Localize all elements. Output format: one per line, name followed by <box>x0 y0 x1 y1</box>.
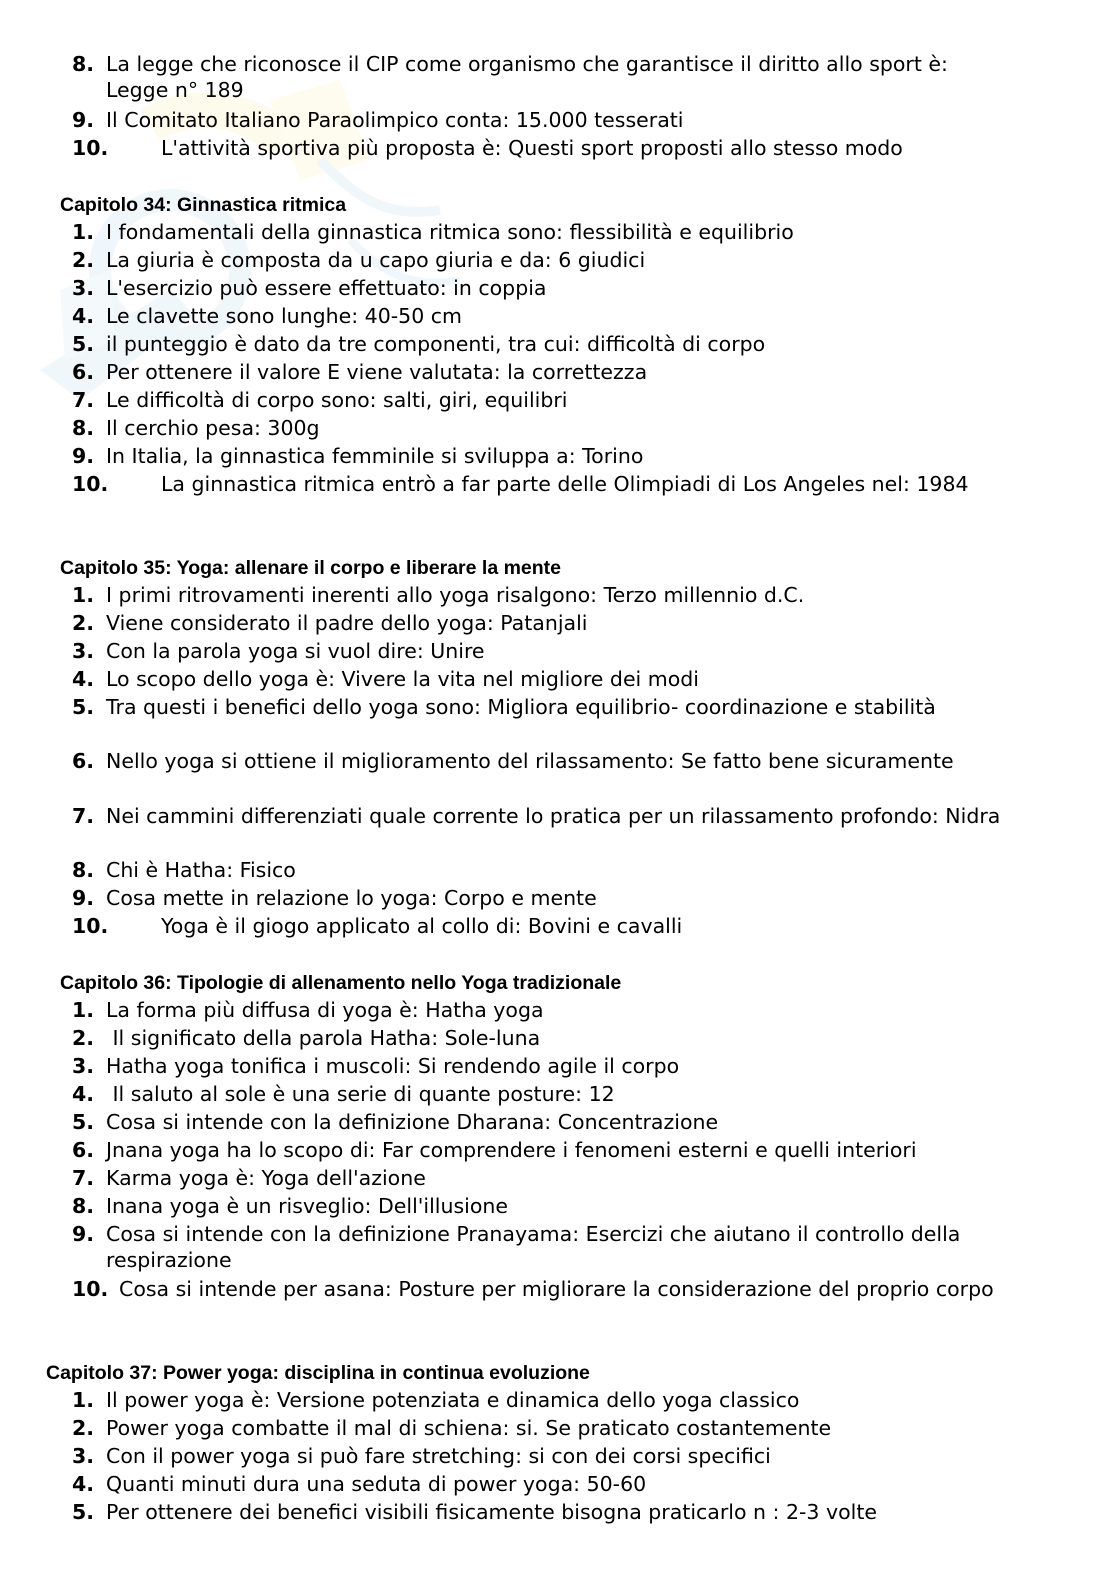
item-number: 3. <box>72 639 95 663</box>
item-number: 6. <box>72 749 95 773</box>
item-number: 10. <box>72 914 109 938</box>
chapter-heading: Capitolo 34: Ginnastica ritmica <box>60 194 347 216</box>
item-number: 4. <box>72 1082 95 1106</box>
chapter-heading: Capitolo 36: Tipologie di allenamento nello Yoga tradizionale <box>60 972 622 994</box>
item-text: Cosa mette in relazione lo yoga: Corpo e mente <box>106 886 597 910</box>
item-number: 2. <box>72 1416 95 1440</box>
item-number: 3. <box>72 1444 95 1468</box>
item-number: 8. <box>72 52 95 76</box>
item-text: Per ottenere il valore E viene valutata: la correttezza <box>106 360 648 384</box>
item-text: Hatha yoga tonifica i muscoli: Si rendendo agile il corpo <box>106 1054 680 1078</box>
item-text: Cosa si intende con la definizione Pranayama: Esercizi che aiutano il controllo della respirazione <box>106 1222 961 1272</box>
item-number: 1. <box>72 220 95 244</box>
item-text: Il saluto al sole è una serie di quante posture: 12 <box>106 1082 615 1106</box>
item-text: Nei cammini differenziati quale corrente lo pratica per un rilassamento profondo: Nidra <box>106 804 1001 828</box>
item-text: Cosa si intende con la definizione Dharana: Concentrazione <box>106 1110 719 1134</box>
item-text: Lo scopo dello yoga è: Vivere la vita nel migliore dei modi <box>106 667 699 691</box>
item-text: La ginnastica ritmica entrò a far parte delle Olimpiadi di Los Angeles nel: 1984 <box>161 472 969 496</box>
item-number: 7. <box>72 804 95 828</box>
item-number: 7. <box>72 388 95 412</box>
item-number: 8. <box>72 1194 95 1218</box>
item-number: 4. <box>72 304 95 328</box>
item-number: 3. <box>72 276 95 300</box>
item-number: 6. <box>72 1138 95 1162</box>
item-text: Per ottenere dei benefici visibili fisicamente bisogna praticarlo n : 2-3 volte <box>106 1500 877 1524</box>
item-text: Il significato della parola Hatha: Sole-luna <box>106 1026 541 1050</box>
item-text: Con la parola yoga si vuol dire: Unire <box>106 639 485 663</box>
item-text: La forma più diffusa di yoga è: Hatha yoga <box>106 998 544 1022</box>
item-text: Il Comitato Italiano Paraolimpico conta: 15.000 tesserati <box>106 108 684 132</box>
item-text: Nello yoga si ottiene il miglioramento del rilassamento: Se fatto bene sicuramente <box>106 749 954 773</box>
item-text: il punteggio è dato da tre componenti, tra cui: difficoltà di corpo <box>106 332 766 356</box>
item-text: Yoga è il giogo applicato al collo di: Bovini e cavalli <box>161 914 683 938</box>
item-number: 2. <box>72 1026 95 1050</box>
item-number: 1. <box>72 998 95 1022</box>
item-number: 2. <box>72 611 95 635</box>
item-number: 5. <box>72 695 95 719</box>
item-text: I fondamentali della ginnastica ritmica sono: flessibilità e equilibrio <box>106 220 794 244</box>
item-number: 7. <box>72 1166 95 1190</box>
item-text: Le clavette sono lunghe: 40-50 cm <box>106 304 462 328</box>
item-text: I primi ritrovamenti inerenti allo yoga risalgono: Terzo millennio d.C. <box>106 583 805 607</box>
item-text: L'esercizio può essere effettuato: in coppia <box>106 276 547 300</box>
item-text: Le difficoltà di corpo sono: salti, giri, equilibri <box>106 388 568 412</box>
item-text: In Italia, la ginnastica femminile si sviluppa a: Torino <box>106 444 644 468</box>
item-number: 5. <box>72 1500 95 1524</box>
item-number: 9. <box>72 108 95 132</box>
chapter-heading: Capitolo 37: Power yoga: disciplina in continua evoluzione <box>46 1362 590 1384</box>
item-number: 4. <box>72 667 95 691</box>
item-number: 10. <box>72 472 109 496</box>
item-number: 2. <box>72 248 95 272</box>
item-number: 6. <box>72 360 95 384</box>
item-text: Cosa si intende per asana: Posture per migliorare la considerazione del proprio corpo <box>119 1277 994 1301</box>
item-text: Inana yoga è un risveglio: Dell'illusione <box>106 1194 509 1218</box>
item-text: Quanti minuti dura una seduta di power yoga: 50-60 <box>106 1472 647 1496</box>
item-text: Il cerchio pesa: 300g <box>106 416 320 440</box>
item-number: 9. <box>72 886 95 910</box>
item-number: 9. <box>72 444 95 468</box>
item-text: Con il power yoga si può fare stretching: si con dei corsi specifici <box>106 1444 771 1468</box>
item-number: 5. <box>72 1110 95 1134</box>
item-text: Power yoga combatte il mal di schiena: si. Se praticato costantemente <box>106 1416 832 1440</box>
item-number: 9. <box>72 1222 95 1246</box>
item-text: La giuria è composta da u capo giuria e da: 6 giudici <box>106 248 646 272</box>
item-number: 4. <box>72 1472 95 1496</box>
item-text: La legge che riconosce il CIP come organismo che garantisce il diritto allo sport è: Legge n° 189 <box>106 52 948 102</box>
item-text: L'attività sportiva più proposta è: Questi sport proposti allo stesso modo <box>161 136 903 160</box>
item-number: 5. <box>72 332 95 356</box>
item-text: Jnana yoga ha lo scopo di: Far comprendere i fenomeni esterni e quelli interiori <box>106 1138 917 1162</box>
item-number: 8. <box>72 416 95 440</box>
item-text: Chi è Hatha: Fisico <box>106 858 296 882</box>
item-number: 10. <box>72 136 109 160</box>
item-number: 3. <box>72 1054 95 1078</box>
item-text: Tra questi i benefici dello yoga sono: Migliora equilibrio- coordinazione e stabilità <box>106 695 936 719</box>
item-number: 1. <box>72 583 95 607</box>
item-text: Il power yoga è: Versione potenziata e dinamica dello yoga classico <box>106 1388 800 1412</box>
item-number: 10. <box>72 1277 109 1301</box>
item-text: Karma yoga è: Yoga dell'azione <box>106 1166 426 1190</box>
chapter-heading: Capitolo 35: Yoga: allenare il corpo e liberare la mente <box>60 557 562 579</box>
item-number: 1. <box>72 1388 95 1412</box>
item-number: 8. <box>72 858 95 882</box>
item-text: Viene considerato il padre dello yoga: Patanjali <box>106 611 588 635</box>
